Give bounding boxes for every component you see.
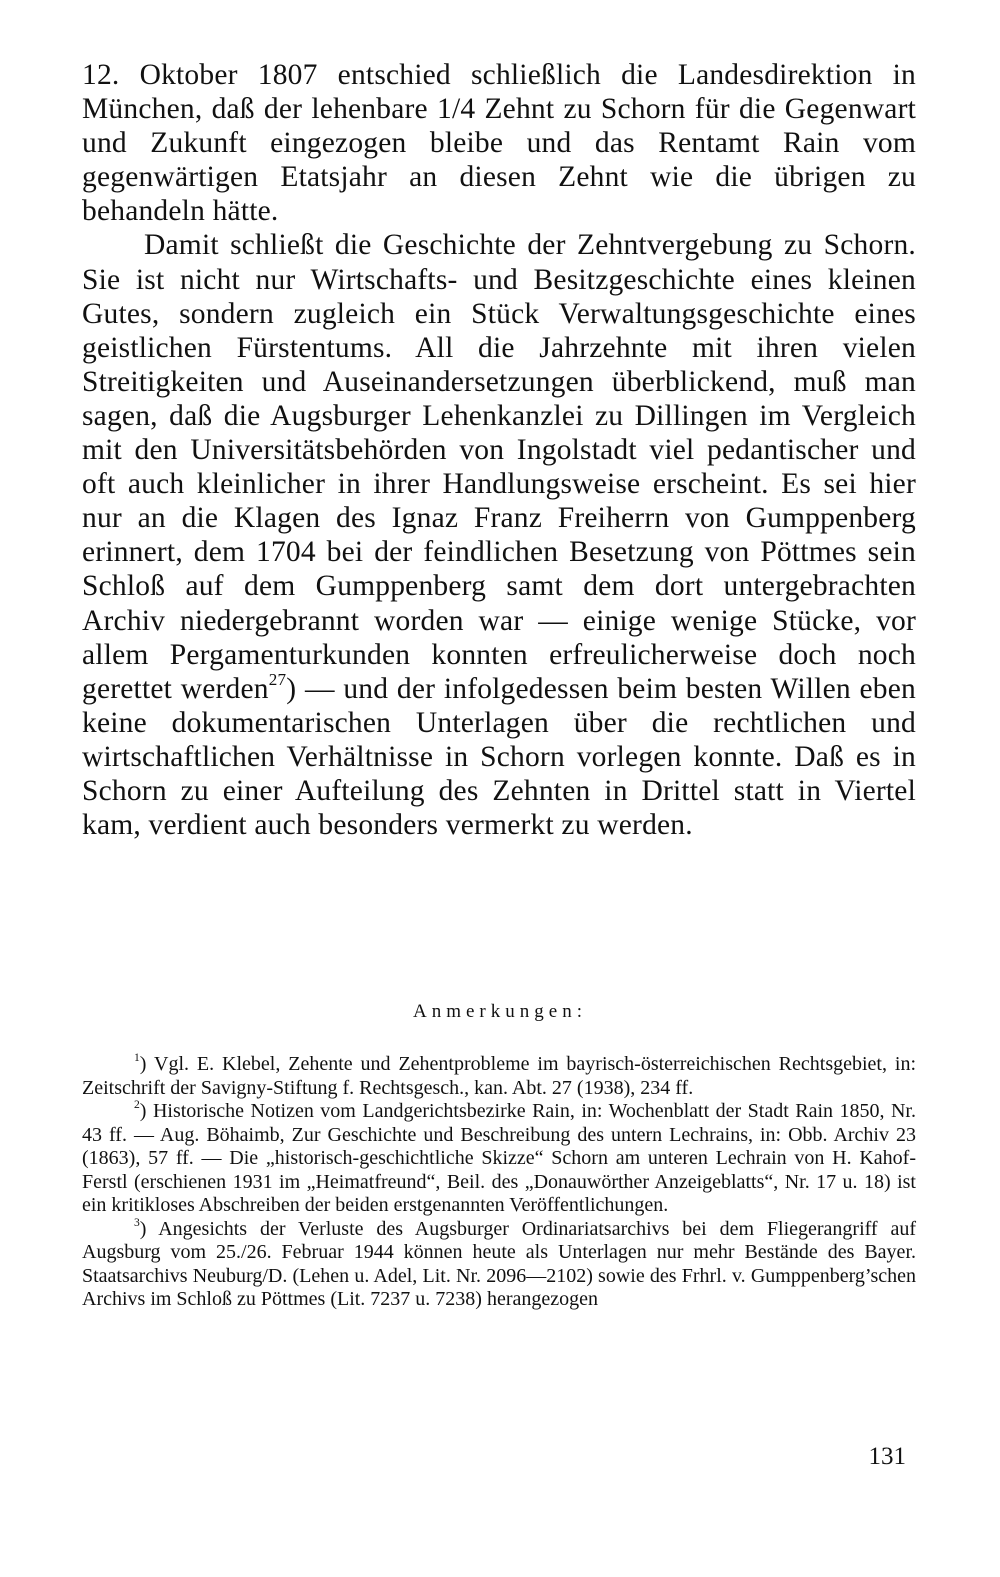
paragraph-2-part-a: Damit schließt die Geschichte der Zehntvergebung zu Schorn. Sie ist nicht nur Wirtschafts- und Besitzgeschichte eines kleinen Gutes, sondern zugleich ein Stück Verwaltungsgeschichte eines geistlichen Fürstentums. All die Jahrzehnte mit ihren vielen Streitigkeiten und Auseinandersetzungen überblickend, muß man sagen, daß die Augsburger Lehenkanzlei zu Dillingen im Vergleich mit den Universitätsbehörden von Ingolstadt viel pedantischer und oft auch kleinlicher in ihrer Handlungsweise erscheint. Es sei hier nur an die Klagen des Ignaz Franz Freiherrn von Gumppenberg erinnert, dem 1704 bei der feindlichen Besetzung von Pöttmes sein Schloß auf dem Gumppenberg samt dem dort untergebrachten Archiv niedergebrannt worden war — einige wenige Stücke, vor allem Pergamenturkunden konnten erfreulicherweise doch noch gerettet werden bbox=[82, 229, 916, 705]
footnote-text: ) Vgl. E. Klebel, Zehente und Zehentprobleme im bayrisch-österreichischen Rechtsgebiet, in: Zeitschrift der Savigny-Stiftung f. Rechtsgesch., kan. Abt. 27 (1938), 234 ff. bbox=[82, 1053, 916, 1099]
footnote-text: ) Angesichts der Verluste des Augsburger Ordinariatsarchivs bei dem Fliegerangriff auf Augsburg vom 25./26. Februar 1944 können heute als Unterlagen nur mehr Bestände des Bayer. Staatsarchivs Neuburg/D. (Lehen u. Adel, Lit. Nr. 2096—2102) sowie des Frhrl. v. Gumppenberg’schen Archivs im Schloß zu Pöttmes (Lit. 7237 u. 7238) herangezogen bbox=[82, 1217, 916, 1310]
footnotes bbox=[82, 1053, 916, 1312]
footnote-marker: 1 bbox=[134, 1051, 140, 1065]
footnote-marker: 3 bbox=[134, 1215, 140, 1229]
footnote bbox=[82, 1215, 916, 1312]
page-number: 131 bbox=[868, 1443, 906, 1470]
paragraph-2 bbox=[82, 228, 916, 842]
footnote-marker: 2 bbox=[134, 1098, 140, 1112]
paragraph-1: 12. Oktober 1807 entschied schließlich die Landesdirektion in München, daß der lehenbare 1/4 Zehnt zu Schorn für die Gegenwart und Zukunft eingezogen bleibe und das Rentamt Rain vom gegenwärtigen Etatsjahr an diesen Zehnt wie die übrigen zu behandeln hätte. bbox=[82, 59, 916, 228]
main-body-text bbox=[82, 58, 916, 842]
footnote bbox=[82, 1100, 916, 1218]
paragraph-2-part-b: ) — und der infolgedessen beim besten Willen eben keine dokumentarischen Unterlagen über die rechtlichen und wirtschaftlichen Verhältnisse in Schorn vorlegen konnte. Daß es in Schorn zu einer Aufteilung des Zehnten in Drittel statt in Viertel kam, verdient auch besonders vermerkt zu werden. bbox=[82, 672, 916, 842]
footnote bbox=[82, 1053, 916, 1100]
footnote-reference: 27 bbox=[268, 670, 287, 690]
notes-heading: Anmerkungen: bbox=[413, 1001, 587, 1022]
footnote-text: ) Historische Notizen vom Landgerichtsbezirke Rain, in: Wochenblatt der Stadt Rain 1850, Nr. 43 ff. — Aug. Böhaimb, Zur Geschichte und Beschreibung des untern Lechrains, in: Obb. Archiv 23 (1863), 57 ff. — Die „historisch-geschichtliche Skizze“ Schorn am unteren Lechrain von H. Kahof-Ferstl (erschienen 1931 im „Heimatfreund“, Beil. des „Donauwörther Anzeigeblatts“, Nr. 17 u. 18) ist ein kritikloses Abschreiben der beiden erstgenannten Veröffentlichungen. bbox=[82, 1100, 916, 1216]
